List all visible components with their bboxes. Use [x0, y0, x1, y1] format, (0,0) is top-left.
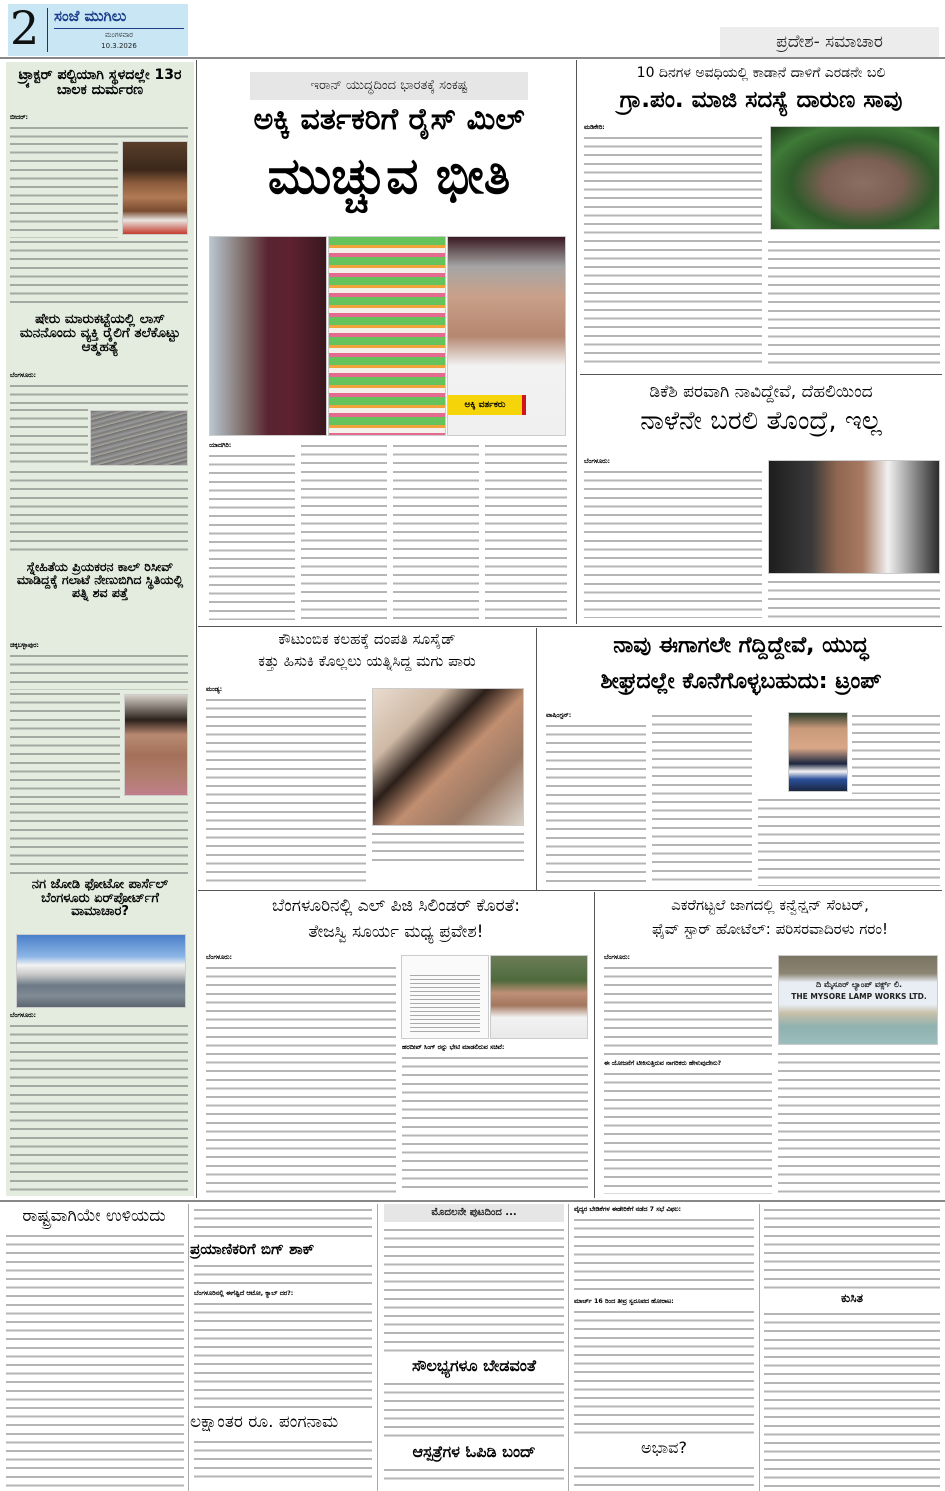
couple-caption-body: [372, 830, 524, 866]
logo-underline: [54, 28, 184, 29]
bottom-col3-headline2: ಆಸ್ಪತ್ರೆಗಳ ಓಪಿಡಿ ಬಂದ್: [412, 1442, 536, 1461]
bottom-col2-body1: [194, 1262, 372, 1288]
rice-trader-photo: [447, 236, 566, 436]
trump-body-col3b: [758, 796, 940, 886]
section-title: ಪ್ರದೇಶ- ಸಮಾಚಾರ: [776, 32, 883, 52]
story-body-lines: [10, 382, 188, 406]
story-body-lines: [10, 800, 188, 874]
story-dateline-row: [10, 642, 190, 652]
story-body-lines: [10, 140, 118, 238]
trump-body-col1: [546, 722, 646, 886]
dateline: ಬೀದರ್:: [10, 114, 29, 121]
dks-body-col2: [768, 578, 940, 618]
column-rule: [536, 628, 537, 890]
letter-photo: [401, 955, 489, 1039]
convention-subhead-row: [604, 1060, 772, 1070]
story-body-lines: [10, 406, 88, 466]
dateline: ಬೆಂಗಳೂರು:: [604, 954, 631, 961]
lead-kicker: ಇರಾನ್ ಯುದ್ಧದಿಂದ ಭಾರತಕ್ಕೆ ಸಂಕಷ್ಟ: [310, 78, 468, 93]
sign-kannada: ದಿ ಮೈಸೂರ್ ಲ್ಯಾಂಪ್ ವರ್ಕ್ಸ್ ಲಿ.: [816, 980, 902, 989]
dateline: ಮಡಿಕೇರಿ:: [584, 124, 605, 131]
convention-headline-line1: ಎಕರೆಗಟ್ಟಲೆ ಜಾಗದಲ್ಲಿ ಕನ್ವೆನ್ಷನ್ ಸೆಂಟರ್,: [671, 896, 869, 914]
dks-kicker: ಡಿಕೆಶಿ ಪರವಾಗಿ ನಾವಿದ್ದೇವೆ, ದೆಹಲಿಯಿಂದ: [649, 382, 873, 402]
convention-subhead: ಈ ಯೋಜನೆಗೆ ಟೀಕಿಸುತ್ತಿರುವ ನಾಗರಿಕರು ಹೇಳುವುದೇನು?: [604, 1060, 722, 1067]
elephant-body-col2: [768, 238, 940, 368]
page-number: 2: [10, 1, 40, 55]
paper-logo: [54, 6, 186, 28]
lead-dateline-row: [209, 442, 299, 452]
dateline: ಬೆಂಗಳೂರು:: [10, 372, 37, 379]
lead-body-col2: [301, 442, 387, 620]
bottom-col3-body2: [384, 1380, 564, 1442]
dateline: ಬೆಂಗಳೂರು:: [206, 954, 233, 961]
bottom-col2-subhead-row: [194, 1290, 372, 1300]
bottom-col5-body2: [764, 1310, 940, 1488]
elephant-body-col1: [584, 134, 762, 368]
lpg-headline-line2: ತೇಜಸ್ವಿ ಸೂರ್ಯ ಮಧ್ಯ ಪ್ರವೇಶ!: [308, 922, 484, 942]
bottom-col1-headline: ರಾಷ್ಟ್ರವಾಗಿಯೇ ಉಳಿಯದು: [22, 1206, 166, 1226]
couple-body: [206, 696, 366, 884]
from-front-page-banner: [384, 1204, 564, 1222]
column-rule: [377, 1204, 378, 1491]
couple-headline-line2: ಕತ್ತು ಹಿಸುಕಿ ಕೊಲ್ಲಲು ಯತ್ನಿಸಿದ್ದ ಮಗು ಪಾರು: [258, 652, 476, 670]
trump-body-col3: [852, 712, 940, 794]
couple-photo: [372, 688, 524, 826]
sign-english: THE MYSORE LAMP WORKS LTD.: [791, 992, 927, 1001]
convention-body3: [778, 1050, 940, 1194]
bottom-col2-headline1: ಪ್ರಯಾಣಿಕರಿಗೆ ಬಿಗ್ ಶಾಕ್: [190, 1240, 315, 1258]
story-rule: [580, 374, 942, 375]
convention-headline-line2: ಫೈವ್ ಸ್ಟಾರ್ ಹೋಟೆಲ್: ಪರಿಸರವಾದಿರಳು ಗರಂ!: [652, 920, 888, 938]
story-headline: ನಗ ಜೋಡಿ ಫೋಟೋ ಪಾರ್ಸೆಲ್ ಬೆಂಗಳೂರು ಏರ್‌ಪೋರ್ಟ್‌ಗೆ ವಾಮಾಚಾರ?: [31, 877, 169, 920]
story-body-lines: [10, 1022, 188, 1192]
header-rule: [0, 57, 945, 59]
story-body-lines: [10, 238, 188, 304]
bottom-col4-subhead2-row: [574, 1298, 754, 1308]
dateline: ಬೆಂಗಳೂರು:: [584, 458, 611, 465]
elephant-headline: ಗ್ರಾ.ಪಂ. ಮಾಜಿ ಸದಸ್ಯೆ ದಾರುಣ ಸಾವು: [619, 87, 903, 113]
airport-photo: [16, 934, 186, 1008]
issue-date: 10.3.2026: [101, 42, 137, 50]
rice-mill-photo-1: [209, 236, 327, 436]
banner-label: ಮೊದಲನೇ ಪುಟದಿಂದ ...: [431, 1207, 517, 1218]
dateline: ಯಾದಗಿರಿ:: [209, 442, 232, 449]
section-rule: [198, 626, 942, 627]
bottom-col3-body3: [384, 1466, 564, 1484]
dateline: ಮಂಡ್ಯ:: [206, 686, 223, 693]
elephant-dateline-row: [584, 124, 764, 134]
story-headline: ಷೇರು ಮಾರುಕಟ್ಟೆಯಲ್ಲಿ ಲಾಸ್ ಮನನೊಂದು ವ್ಯಕ್ತಿ ರೈಲಿಗೆ ತಲೆಕೊಟ್ಟು ಆತ್ಮಹತ್ಯೆ: [19, 311, 181, 356]
couple-headline-line1: ಕೌಟುಂಬಿಕ ಕಲಹಕ್ಕೆ ದಂಪತಿ ಸೂಸೈಡ್: [278, 630, 456, 648]
bottom-col4-subhead1: ವೈದ್ಯರ ಬೇಡಿಕೆಗಳ ಈಡೇರಿಕೆಗೆ ನಡೆದ 7 ಸಭೆ ವಿಫಲ:: [574, 1206, 682, 1213]
dks-headline: ನಾಳೆನೇ ಬರಲಿ ತೊಂದ್ರೆ, ಇಲ್ಲ: [640, 406, 882, 436]
story-dateline-row: [10, 1012, 190, 1022]
bottom-col3-body1: [384, 1226, 564, 1356]
dks-dateline-row: [584, 458, 764, 468]
bottom-col5-headline: ಕುಸಿತ: [841, 1291, 863, 1305]
dateline: ಚಿಕ್ಕಬಳ್ಳಾಪುರ:: [10, 642, 39, 649]
dateline: ಬೆಂಗಳೂರು:: [10, 1012, 37, 1019]
lpg-dateline-row: [206, 954, 396, 964]
bottom-col4-headline: ಅಭಾವ?: [641, 1438, 687, 1457]
lead-body-col4: [485, 442, 567, 620]
lpg-body2: [402, 1054, 588, 1194]
mp-photo: [490, 955, 588, 1039]
lead-kicker-box: [250, 72, 528, 100]
story-body: [10, 114, 190, 124]
bottom-col3-headline1: ಸೌಲಭ್ಯಗಳೂ ಬೇಡವಂತೆ: [412, 1356, 536, 1375]
trump-headline-line2: ಶೀಘ್ರದಲ್ಲೇ ಕೊನೆಗೊಳ್ಳಬಹುದು: ಟ್ರಂಪ್: [600, 669, 882, 694]
letter-text-lines: [410, 972, 480, 1032]
bottom-section-rule: [0, 1200, 945, 1202]
railway-track-photo: [90, 410, 188, 466]
paper-name: ಸಂಜೆ ಮುಗಿಲು: [54, 7, 127, 25]
elephant-photo: [770, 126, 940, 230]
story-body-lines: [10, 652, 188, 690]
bottom-col2-intro: [194, 1206, 372, 1240]
lpg-body: [206, 964, 396, 1194]
lead-headline-line2: ಮುಚ್ಚುವ ಭೀತಿ: [267, 147, 511, 205]
column-rule: [568, 1204, 569, 1491]
story-dateline-row: [10, 372, 190, 382]
trump-headline-line1: ನಾವು ಈಗಾಗಲೇ ಗೆದ್ದಿದ್ದೇವೆ, ಯುದ್ಧ: [613, 633, 869, 658]
photo-caption-tag: [448, 395, 526, 415]
column-rule: [576, 60, 577, 624]
convention-body2: [604, 1070, 772, 1194]
story-body-lines: [10, 468, 188, 554]
bottom-col4-body1: [574, 1216, 754, 1296]
lead-headline-line1: ಅಕ್ಕಿ ವರ್ತಕರಿಗೆ ರೈಸ್ ಮಿಲ್: [253, 102, 525, 137]
bottom-col2-body3: [194, 1438, 372, 1478]
bottom-col2-subhead: ಬೆಂಗಳೂರಿನಲ್ಲಿ ಈಗೆಷ್ಟಿದೆ ಆಟೋ, ಕ್ಯಾಬ್ ದರ?:: [194, 1290, 294, 1297]
lpg-subhead-row: [402, 1044, 588, 1054]
convention-body: [604, 964, 772, 1056]
issue-day: ಮಂಗಳವಾರ: [104, 31, 133, 39]
section-rule: [198, 890, 942, 891]
photo-caption: ಅಕ್ಕಿ ವರ್ತಕರು: [464, 400, 506, 410]
masthead: [8, 1, 188, 56]
column-rule: [759, 1204, 760, 1491]
bottom-col1-body: [6, 1232, 184, 1488]
lead-body-col1: [209, 452, 295, 620]
column-rule: [196, 60, 197, 1198]
politician-photo: [768, 460, 940, 574]
trump-dateline-row: [546, 712, 646, 722]
story-headline: ಟ್ರ್ಯಾಕ್ಟರ್ ಪಲ್ಟಿಯಾಗಿ ಸ್ಥಳದಲ್ಲೇ 13ರ ಬಾಲಕ ದುರ್ಮರಣ: [18, 67, 182, 98]
bottom-col4-subhead2: ಮಾರ್ಚ್ 16 ರಿಂದ ತೀವ್ರ ಸ್ವರೂಪದ ಹೋರಾಟ:: [574, 1298, 674, 1305]
column-rule: [188, 1204, 189, 1491]
column-rule: [594, 892, 595, 1198]
dks-body: [584, 468, 762, 618]
masthead-divider: [47, 8, 48, 52]
bottom-col4-body3: [574, 1464, 754, 1488]
woman-photo: [124, 694, 188, 796]
bottom-col4-body2: [574, 1308, 754, 1436]
bottom-col5-body1: [764, 1206, 940, 1290]
story-headline: ಸ್ನೇಹಿತೆಯ ಪ್ರಿಯಕರನ ಕಾಲ್ ರಿಸೀವ್ ಮಾಡಿದ್ದಕ್ಕೆ ಗಲಾಟೆ ನೇಣುಬಿಗಿದ ಸ್ಥಿತಿಯಲ್ಲಿ ಪತ್ನಿ ಶವ ಪತ್ತೆ: [16, 559, 184, 601]
trump-photo: [788, 712, 848, 792]
lpg-headline-line1: ಬೆಂಗಳೂರಿನಲ್ಲಿ ಎಲ್ ಪಿಜಿ ಸಿಲಿಂಡರ್ ಕೊರತೆ:: [271, 896, 521, 916]
lead-body-col3: [393, 442, 479, 620]
story-body-lines: [10, 124, 188, 140]
rice-bags-photo: [328, 236, 446, 436]
bottom-col2-body2: [194, 1300, 372, 1412]
bottom-col2-headline2: ಲಕ್ಷಾಂತರ ರೂ. ಪಂಗನಾಮ: [190, 1412, 339, 1432]
section-label: [720, 27, 939, 57]
convention-dateline-row: [604, 954, 772, 964]
dateline: ವಾಷಿಂಗ್ಟನ್:: [546, 712, 572, 719]
couple-dateline-row: [206, 686, 366, 696]
lamp-works-photo: [778, 955, 938, 1045]
lpg-subhead: ಹರದೀಪ್ ಸಿಂಗ್ ರನ್ನು ಭೇಟಿ ಮಾಡಲಿರುವ ಸಚಿವೆ:: [402, 1044, 505, 1051]
trump-body-col2: [652, 712, 752, 886]
story-body-lines: [10, 690, 120, 800]
boy-photo: [122, 141, 188, 235]
elephant-kicker: 10 ದಿನಗಳ ಅವಧಿಯಲ್ಲಿ ಕಾಡಾನೆ ದಾಳಿಗೆ ಎರಡನೇ ಬಲಿ: [636, 65, 886, 81]
bottom-col4-subhead1-row: [574, 1206, 754, 1216]
